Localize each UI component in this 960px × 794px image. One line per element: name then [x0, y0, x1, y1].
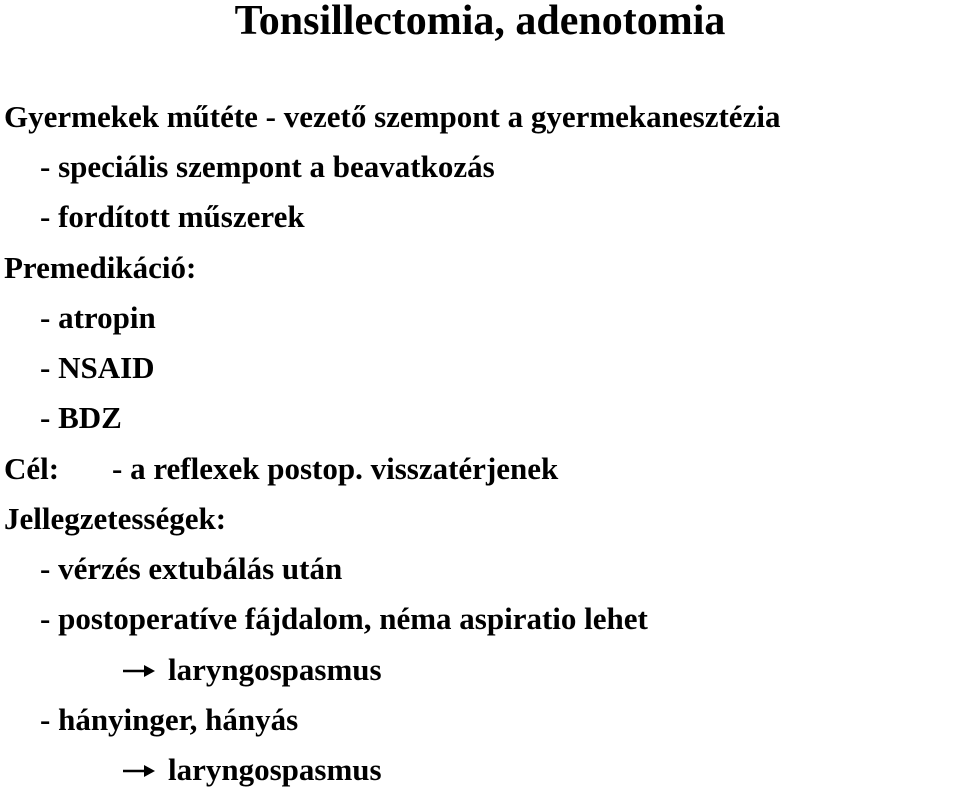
- text-line-characteristics: Jellegzetességek:: [4, 501, 227, 536]
- laryngospasm-label: laryngospasmus: [168, 752, 382, 787]
- right-arrow-icon: [122, 761, 156, 781]
- text-line-nsaid: - NSAID: [40, 350, 155, 385]
- text-line-laryngospasm-1: [122, 650, 382, 690]
- right-arrow-icon: [122, 661, 156, 681]
- text-line-premedication: Premedikáció:: [4, 250, 197, 285]
- text-line-goal-label: Cél:: [4, 451, 60, 486]
- text-line-bdz: - BDZ: [40, 400, 122, 435]
- page-title: Tonsillectomia, adenotomia: [234, 0, 726, 44]
- text-line-instruments: - fordított műszerek: [40, 199, 305, 234]
- text-line-nausea: - hányinger, hányás: [40, 702, 299, 737]
- text-line-laryngospasm-2: [122, 750, 382, 790]
- text-line-surgery: Gyermekek műtéte - vezető szempont a gyermekanesztézia: [4, 99, 781, 134]
- text-line-goal: - a reflexek postop. visszatérjenek: [112, 451, 559, 486]
- laryngospasm-label: laryngospasmus: [168, 652, 382, 687]
- text-line-pain: - postoperatíve fájdalom, néma aspiratio lehet: [40, 601, 648, 636]
- text-line-special: - speciális szempont a beavatkozás: [40, 149, 495, 184]
- text-line-atropin: - atropin: [40, 300, 156, 335]
- text-line-bleeding: - vérzés extubálás után: [40, 551, 343, 586]
